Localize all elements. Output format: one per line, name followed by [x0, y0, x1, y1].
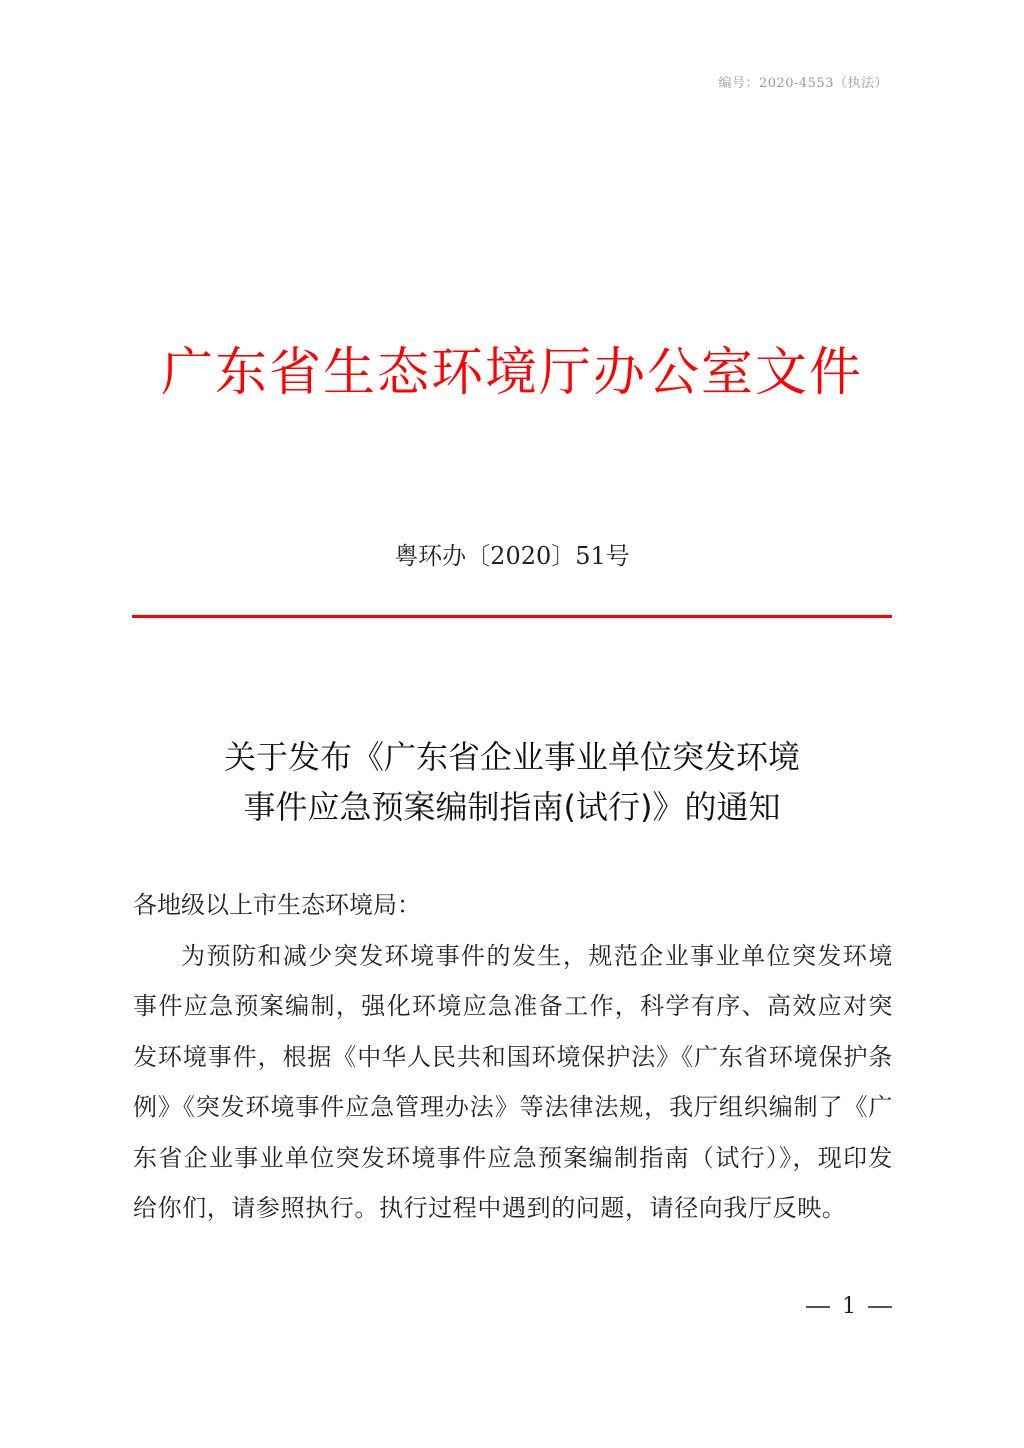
page-number: 1: [842, 1294, 856, 1319]
notice-title-line-1: 关于发布《广东省企业事业单位突发环境: [223, 738, 800, 776]
red-separator-rule: [132, 615, 892, 618]
dash-left: [806, 1306, 830, 1308]
body-paragraph: 为预防和减少突发环境事件的发生，规范企业事业单位突发环境事件应急预案编制，强化环境应急准备工作，科学有序、高效应对突发环境事件，根据《中华人民共和国环境保护法》《广东省环境保护条例》《突发环境事件应急管理办法》等法律法规，我厅组织编制了《广东省企业事业单位突发环境事件应急预案编制指南（试行）》，现印发给你们，请参照执行。执行过程中遇到的问题，请径向我厅反映。: [133, 941, 893, 1222]
notice-title-line-2: 事件应急预案编制指南(试行)》的通知: [243, 788, 781, 826]
page-number-footer: [806, 1294, 892, 1319]
issuer-header: 广东省生态环境厅办公室文件: [160, 343, 863, 403]
dash-right: [868, 1306, 892, 1308]
notice-body: [133, 880, 893, 1234]
document-serial-number: 编号：2020-4553（执法）: [718, 76, 888, 91]
notice-title: [132, 732, 892, 832]
salutation: 各地级以上市生态环境局：: [133, 891, 421, 919]
issue-number: 粤环办〔2020〕51号: [394, 542, 630, 570]
